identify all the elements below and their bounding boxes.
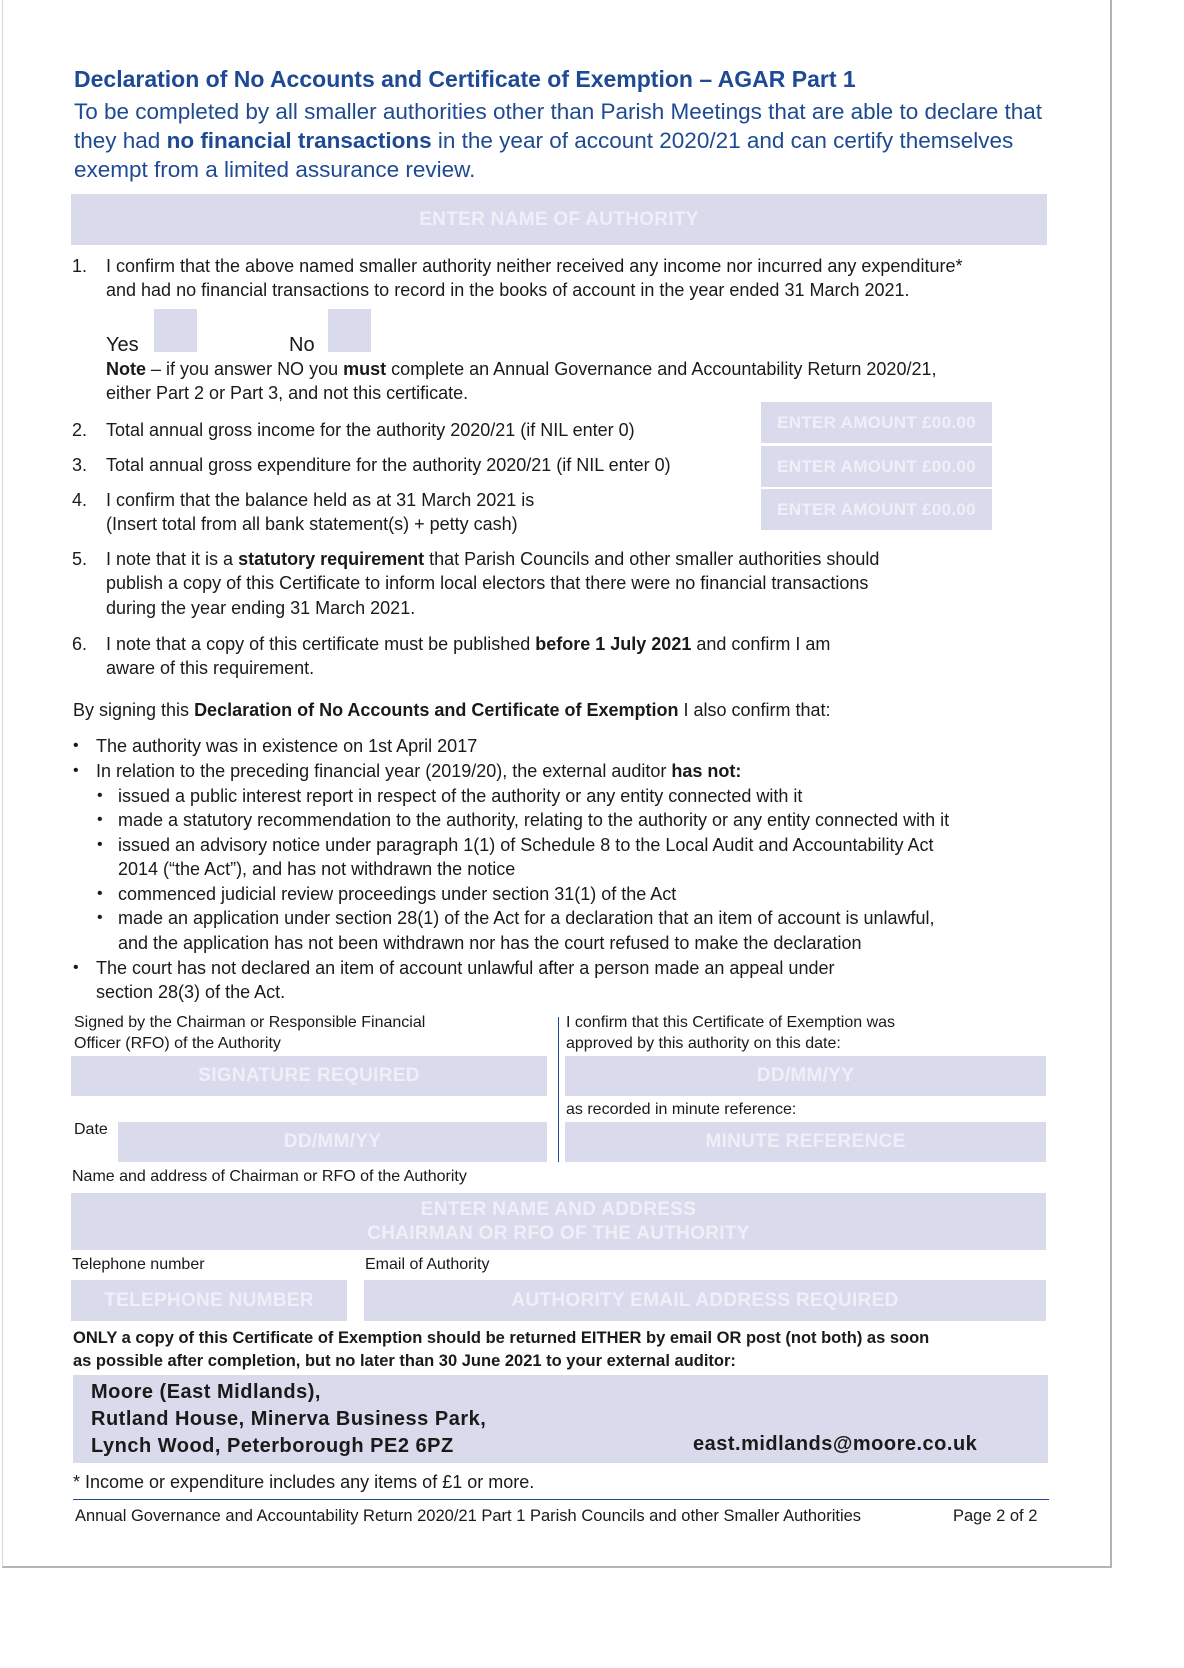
item6-number: 6.: [72, 634, 88, 654]
signing-statement: [73, 698, 831, 723]
sub-bullet-judicial: commenced judicial review proceedings under section 31(1) of the Act: [118, 884, 677, 904]
email-label: Email of Authority: [365, 1256, 490, 1273]
bullet-court-line2: section 28(3) of the Act.: [96, 982, 286, 1002]
item5-post: that Parish Councils and other smaller authorities should: [424, 549, 880, 569]
item4-line1: I confirm that the balance held as at 31 March 2021 is: [106, 490, 535, 510]
note-label: Note: [106, 359, 146, 379]
item5-line3: during the year ending 31 March 2021.: [106, 598, 416, 618]
return-notice-line1: ONLY a copy of this Certificate of Exemption should be returned EITHER by email OR post (not both) as soon: [73, 1329, 930, 1347]
item5-line1: [106, 547, 879, 572]
item1-line2: and had no financial transactions to record in the books of account in the year ended 31 March 2021.: [106, 280, 910, 300]
sub-bullet-dot: •: [97, 811, 103, 828]
page: [2, 0, 1112, 1568]
name-address-label: Name and address of Chairman or RFO of the Authority: [72, 1168, 467, 1185]
auditor-line2: Rutland House, Minerva Business Park,: [91, 1408, 487, 1430]
footnote: * Income or expenditure includes any items of £1 or more.: [73, 1472, 535, 1492]
note-must: must: [343, 359, 387, 379]
item4-line2: (Insert total from all bank statement(s) + petty cash): [106, 514, 518, 534]
yes-label: Yes: [106, 334, 139, 356]
telephone-field[interactable]: TELEPHONE NUMBER: [71, 1280, 347, 1321]
sub-bullet-application-line2: and the application has not been withdrawn nor has the court refused to make the declaration: [118, 933, 862, 953]
item1-note-line2: either Part 2 or Part 3, and not this certificate.: [106, 383, 469, 403]
item5-pre: I note that it is a: [106, 549, 239, 569]
email-field[interactable]: AUTHORITY EMAIL ADDRESS REQUIRED: [364, 1280, 1046, 1321]
signature-label-line2: Officer (RFO) of the Authority: [74, 1035, 281, 1052]
intro-pre: To be completed by all smaller authorities other than Parish Meetings that are able to declare that they had: [74, 99, 1043, 153]
footer-title: Annual Governance and Accountability Return 2020/21 Part 1 Parish Councils and other Smaller Authorities: [75, 1507, 862, 1525]
footer-rule: [73, 1499, 1049, 1500]
sub-bullet-statutory: made a statutory recommendation to the authority, relating to the authority or any entity connected with it: [118, 810, 950, 830]
sub-bullet-dot: •: [97, 836, 103, 853]
name-address-field-line1: ENTER NAME AND ADDRESS: [420, 1198, 697, 1220]
sub-bullet-application-line1: made an application under section 28(1) of the Act for a declaration that an item of account is unlawful,: [118, 908, 935, 928]
item6-line2: aware of this requirement.: [106, 658, 315, 678]
authority-name-field[interactable]: ENTER NAME OF AUTHORITY: [71, 194, 1047, 245]
approval-label-line1: I confirm that this Certificate of Exemption was: [566, 1014, 896, 1031]
signing-post: I also confirm that:: [678, 700, 831, 720]
minute-label: as recorded in minute reference:: [566, 1101, 797, 1118]
item2-number: 2.: [72, 420, 88, 440]
balance-amount-field[interactable]: ENTER AMOUNT £00.00: [761, 489, 992, 530]
signing-bold: Declaration of No Accounts and Certificate of Exemption: [194, 700, 679, 720]
date-label: Date: [74, 1121, 108, 1138]
sub-bullet-dot: •: [97, 885, 103, 902]
item5-number: 5.: [72, 549, 88, 569]
income-amount-field[interactable]: ENTER AMOUNT £00.00: [761, 402, 992, 443]
sub-bullet-dot: •: [97, 909, 103, 926]
item1-note-line1: [106, 357, 936, 382]
item6-pre: I note that a copy of this certificate must be published: [106, 634, 536, 654]
item3-text: Total annual gross expenditure for the authority 2020/21 (if NIL enter 0): [106, 455, 671, 475]
item3-number: 3.: [72, 455, 88, 475]
bullet-existence: The authority was in existence on 1st April 2017: [96, 736, 478, 756]
note-text-b: complete an Annual Governance and Accountability Return 2020/21,: [386, 359, 937, 379]
sub-bullet-advisory-line1: issued an advisory notice under paragraph 1(1) of Schedule 8 to the Local Audit and Accountability Act: [118, 835, 934, 855]
telephone-label: Telephone number: [72, 1256, 205, 1273]
item5-bold: statutory requirement: [238, 549, 425, 569]
signing-pre: By signing this: [73, 700, 195, 720]
approval-label-line2: approved by this authority on this date:: [566, 1035, 841, 1052]
intro-bold: no financial transactions: [166, 128, 432, 153]
item6-post: and confirm I am: [691, 634, 831, 654]
minute-reference-field[interactable]: MINUTE REFERENCE: [565, 1122, 1046, 1162]
auditor-line1: Moore (East Midlands),: [91, 1381, 321, 1403]
page-number: Page 2 of 2: [953, 1507, 1038, 1525]
return-notice-line2: as possible after completion, but no later than 30 June 2021 to your external auditor:: [73, 1352, 736, 1370]
signature-field[interactable]: SIGNATURE REQUIRED: [71, 1056, 547, 1096]
page-title: Declaration of No Accounts and Certificate of Exemption – AGAR Part 1: [74, 66, 856, 92]
intro-text: [74, 97, 1074, 184]
no-label: No: [289, 334, 315, 356]
approval-date-field[interactable]: DD/MM/YY: [565, 1056, 1046, 1096]
no-checkbox[interactable]: [328, 309, 371, 352]
name-address-field[interactable]: [71, 1193, 1046, 1250]
bullet-preceding-pre: In relation to the preceding financial year (2019/20), the external auditor: [96, 761, 672, 781]
bullet-preceding-year: [96, 759, 741, 784]
sub-bullet-public-interest: issued a public interest report in respect of the authority or any entity connected with it: [118, 786, 803, 806]
auditor-email[interactable]: east.midlands@moore.co.uk: [693, 1433, 978, 1455]
bullet-court-line1: The court has not declared an item of account unlawful after a person made an appeal under: [96, 958, 835, 978]
item5-line2: publish a copy of this Certificate to inform local electors that there were no financial transactions: [106, 573, 869, 593]
item6-line1: [106, 632, 830, 657]
note-text-a: – if you answer NO you: [146, 359, 344, 379]
signature-date-field[interactable]: DD/MM/YY: [118, 1122, 547, 1162]
expenditure-amount-field[interactable]: ENTER AMOUNT £00.00: [761, 446, 992, 487]
item2-text: Total annual gross income for the authority 2020/21 (if NIL enter 0): [106, 420, 635, 440]
name-address-field-line2: CHAIRMAN OR RFO OF THE AUTHORITY: [367, 1222, 750, 1244]
yes-checkbox[interactable]: [154, 309, 197, 352]
auditor-line3: Lynch Wood, Peterborough PE2 6PZ: [91, 1435, 454, 1457]
bullet-dot: •: [73, 737, 79, 754]
auditor-address-box: [73, 1375, 1048, 1463]
item1-line1: I confirm that the above named smaller authority neither received any income nor incurred any expenditure*: [106, 256, 963, 276]
column-divider: [558, 1017, 559, 1162]
item4-number: 4.: [72, 490, 88, 510]
bullet-dot: •: [73, 959, 79, 976]
bullet-dot: •: [73, 762, 79, 779]
intro-post: in the year of account 2020/21 and can certify themselves exempt from a limited assurance review.: [74, 128, 1014, 182]
auditor-address: [91, 1379, 486, 1460]
sub-bullet-advisory-line2: 2014 (“the Act”), and has not withdrawn the notice: [118, 859, 516, 879]
signature-label-line1: Signed by the Chairman or Responsible Financial: [74, 1014, 426, 1031]
sub-bullet-dot: •: [97, 787, 103, 804]
bullet-preceding-bold: has not:: [671, 761, 742, 781]
item1-number: 1.: [72, 256, 88, 276]
item6-bold: before 1 July 2021: [535, 634, 692, 654]
